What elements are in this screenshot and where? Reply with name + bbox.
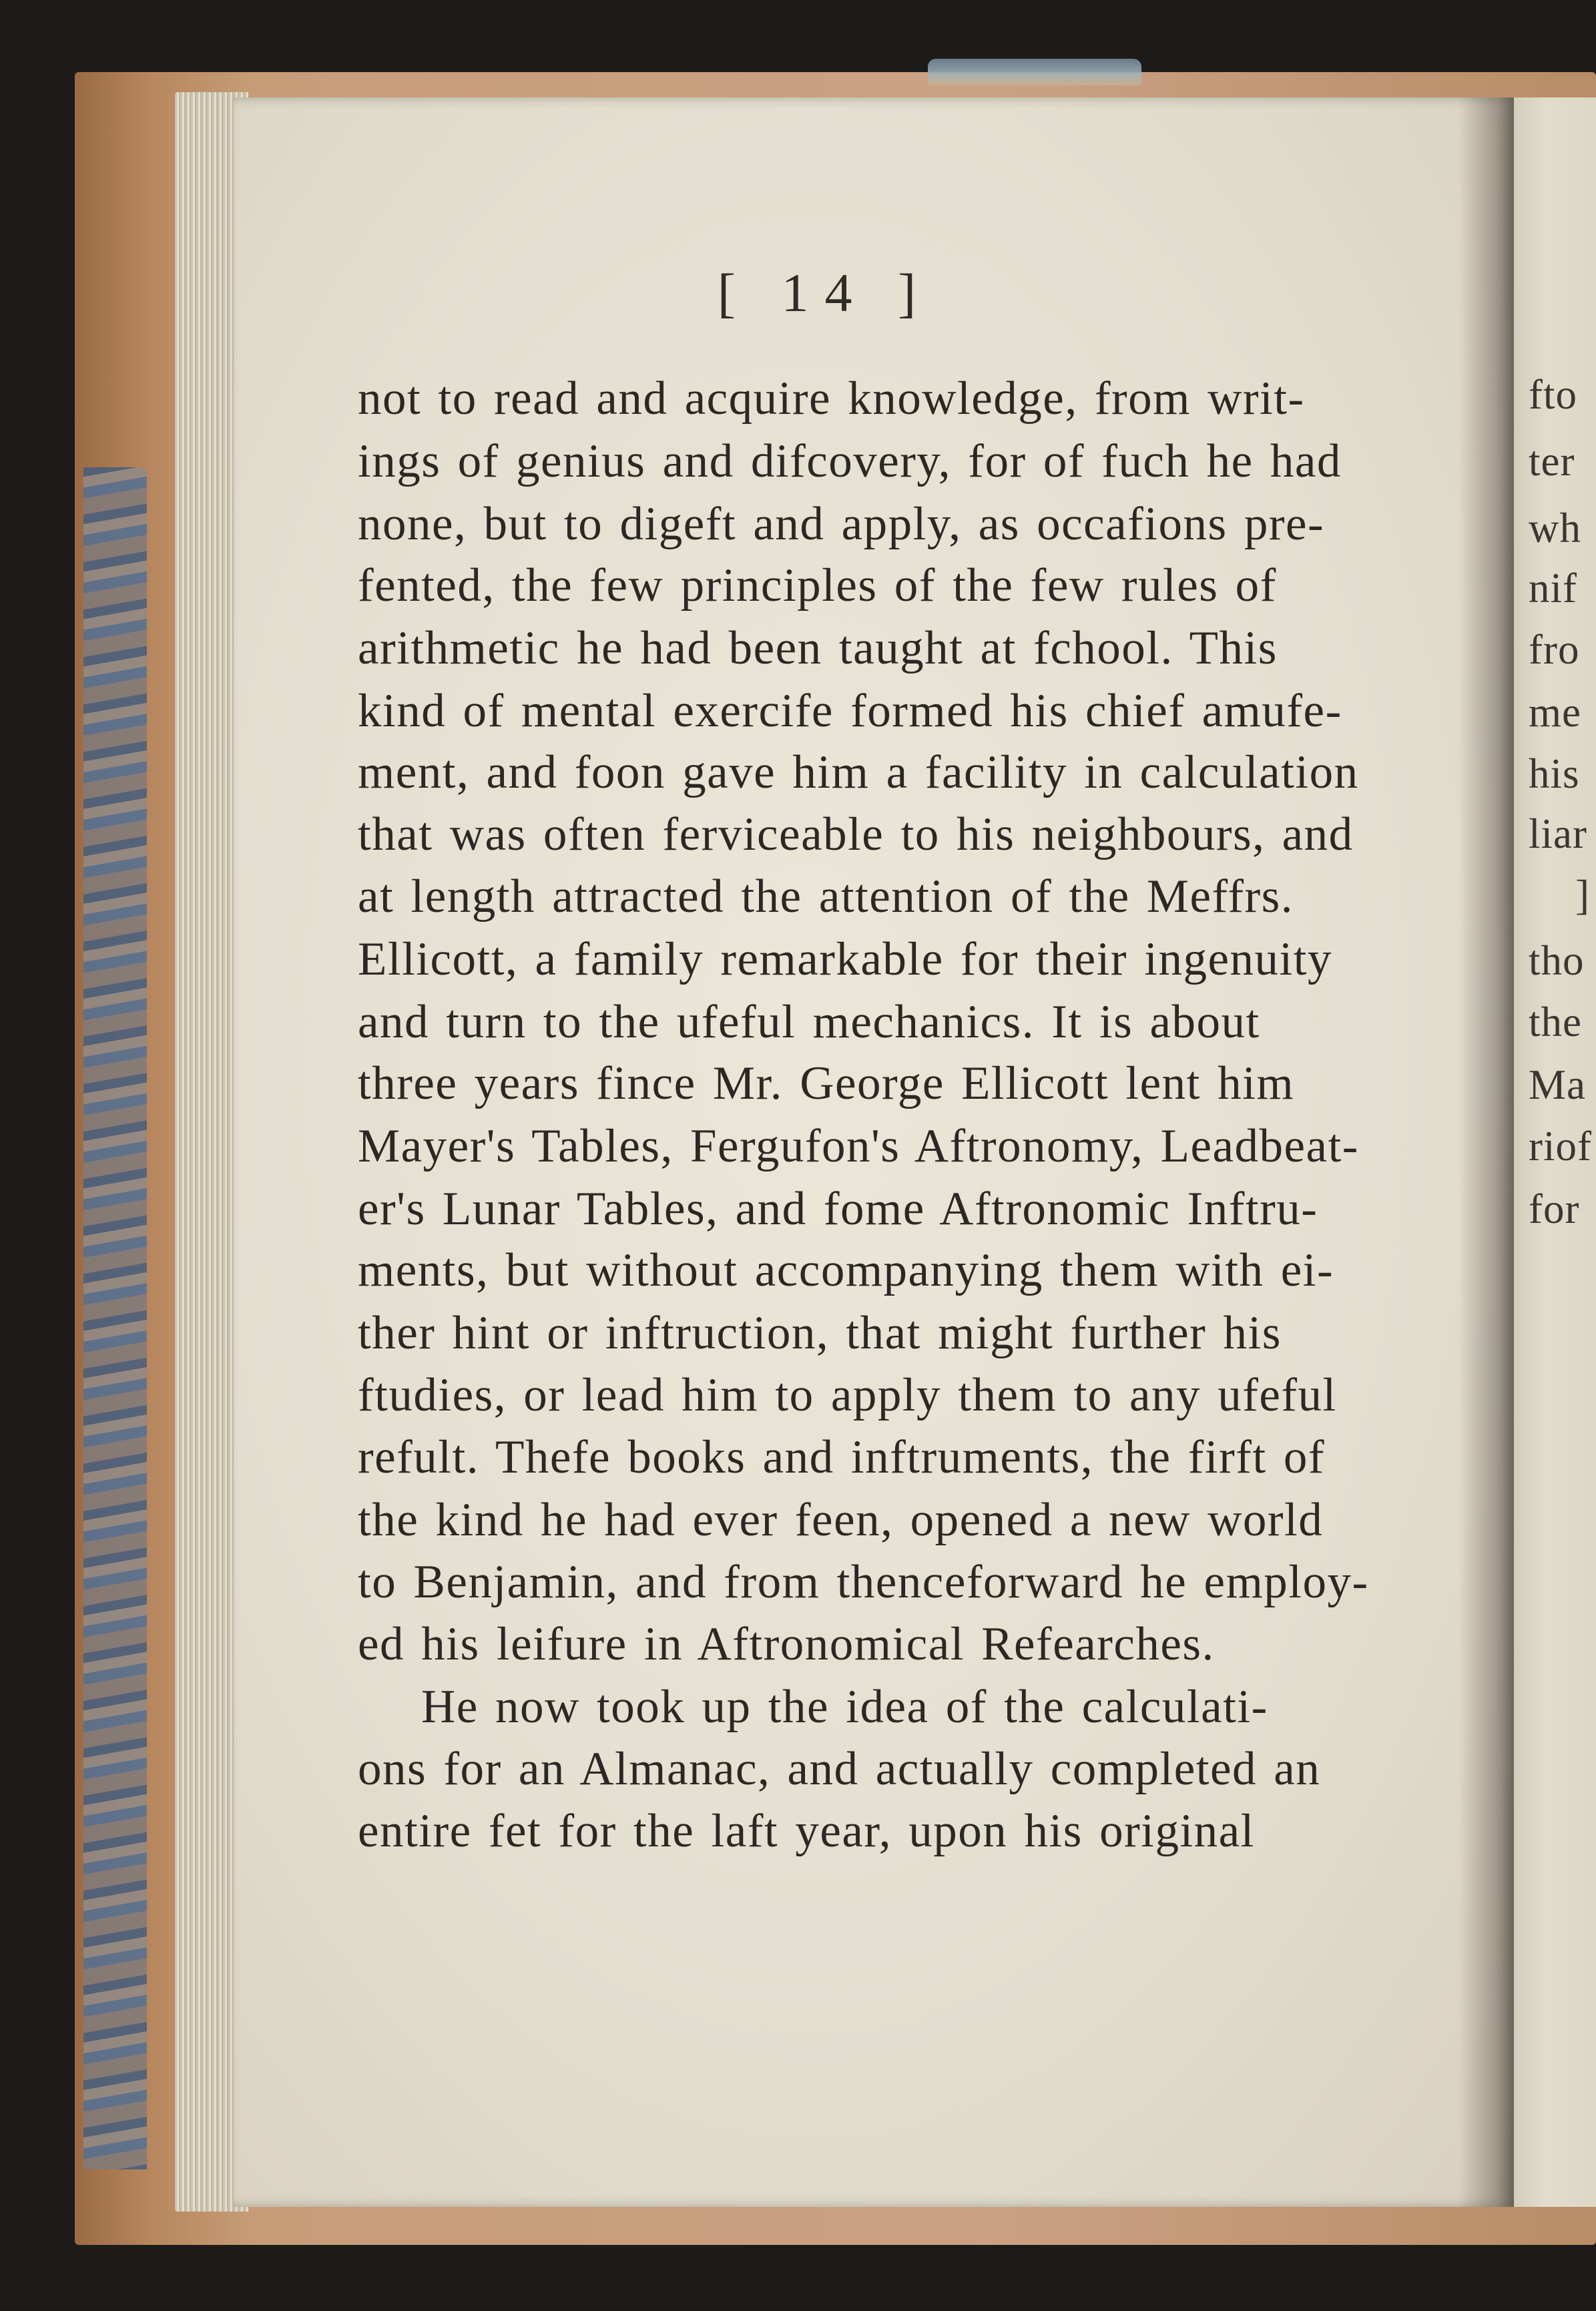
facing-text-line: tho [1529,937,1585,984]
facing-text-line: ] [1575,872,1590,919]
text-line: fented, the few principles of the few rules of [358,559,1277,611]
text-line: ings of genius and difcovery, for of fuch he had [358,435,1342,487]
marbled-board [83,467,147,2169]
text-line: ons for an Almanac, and actually completed an [358,1743,1321,1795]
text-line: Mayer's Tables, Fergufon's Aftronomy, Leadbeat- [358,1120,1359,1172]
text-line: that was often ferviceable to his neighbours, and [358,808,1354,860]
facing-text-line: wh [1529,505,1581,551]
facing-text-line: fto [1529,371,1577,418]
facing-text-line: fro [1529,626,1580,673]
text-line: arithmetic he had been taught at fchool. This [358,622,1278,674]
text-line: to Benjamin, and from thenceforward he employ- [358,1556,1369,1608]
page-gutter [1458,97,1519,2207]
facing-text-line: Ma [1529,1061,1586,1108]
facing-text-line: for [1529,1186,1580,1232]
text-line: He now took up the idea of the calculati- [421,1681,1268,1733]
text-line: none, but to digeft and apply, as occafions pre- [358,498,1325,550]
text-line: kind of mental exercife formed his chief amufe- [358,685,1342,737]
facing-text-line: me [1529,689,1581,736]
text-line: entire fet for the laft year, upon his original [358,1805,1255,1857]
facing-text-line: ter [1529,438,1575,485]
text-line: ther hint or inftruction, that might further his [358,1307,1282,1359]
facing-text-line: riof [1529,1123,1592,1170]
text-line: ed his leifure in Aftronomical Refearches. [358,1618,1215,1670]
text-line: and turn to the ufeful mechanics. It is about [358,996,1260,1048]
facing-text-line: nif [1529,565,1577,611]
spine-headband [928,59,1141,85]
facing-text-line: liar [1529,810,1587,857]
facing-text-line: his [1529,750,1580,797]
text-line: ments, but without accompanying them with ei- [358,1244,1334,1296]
text-line: refult. Thefe books and inftruments, the firft of [358,1431,1326,1483]
text-line: three years fince Mr. George Ellicott lent him [358,1057,1295,1109]
text-line: at length attracted the attention of the Meffrs. [358,870,1294,923]
text-line: ftudies, or lead him to apply them to any ufeful [358,1369,1337,1421]
text-line: not to read and acquire knowledge, from writ- [358,372,1305,425]
text-line: er's Lunar Tables, and fome Aftronomic Inftru- [358,1183,1318,1235]
text-line: Ellicott, a family remarkable for their ingenuity [358,933,1332,985]
text-line: ment, and foon gave him a facility in calculation [358,746,1359,798]
text-line: the kind he had ever feen, opened a new world [358,1494,1324,1546]
facing-text-line: the [1529,999,1582,1045]
page-header: [ 14 ] [717,262,933,323]
